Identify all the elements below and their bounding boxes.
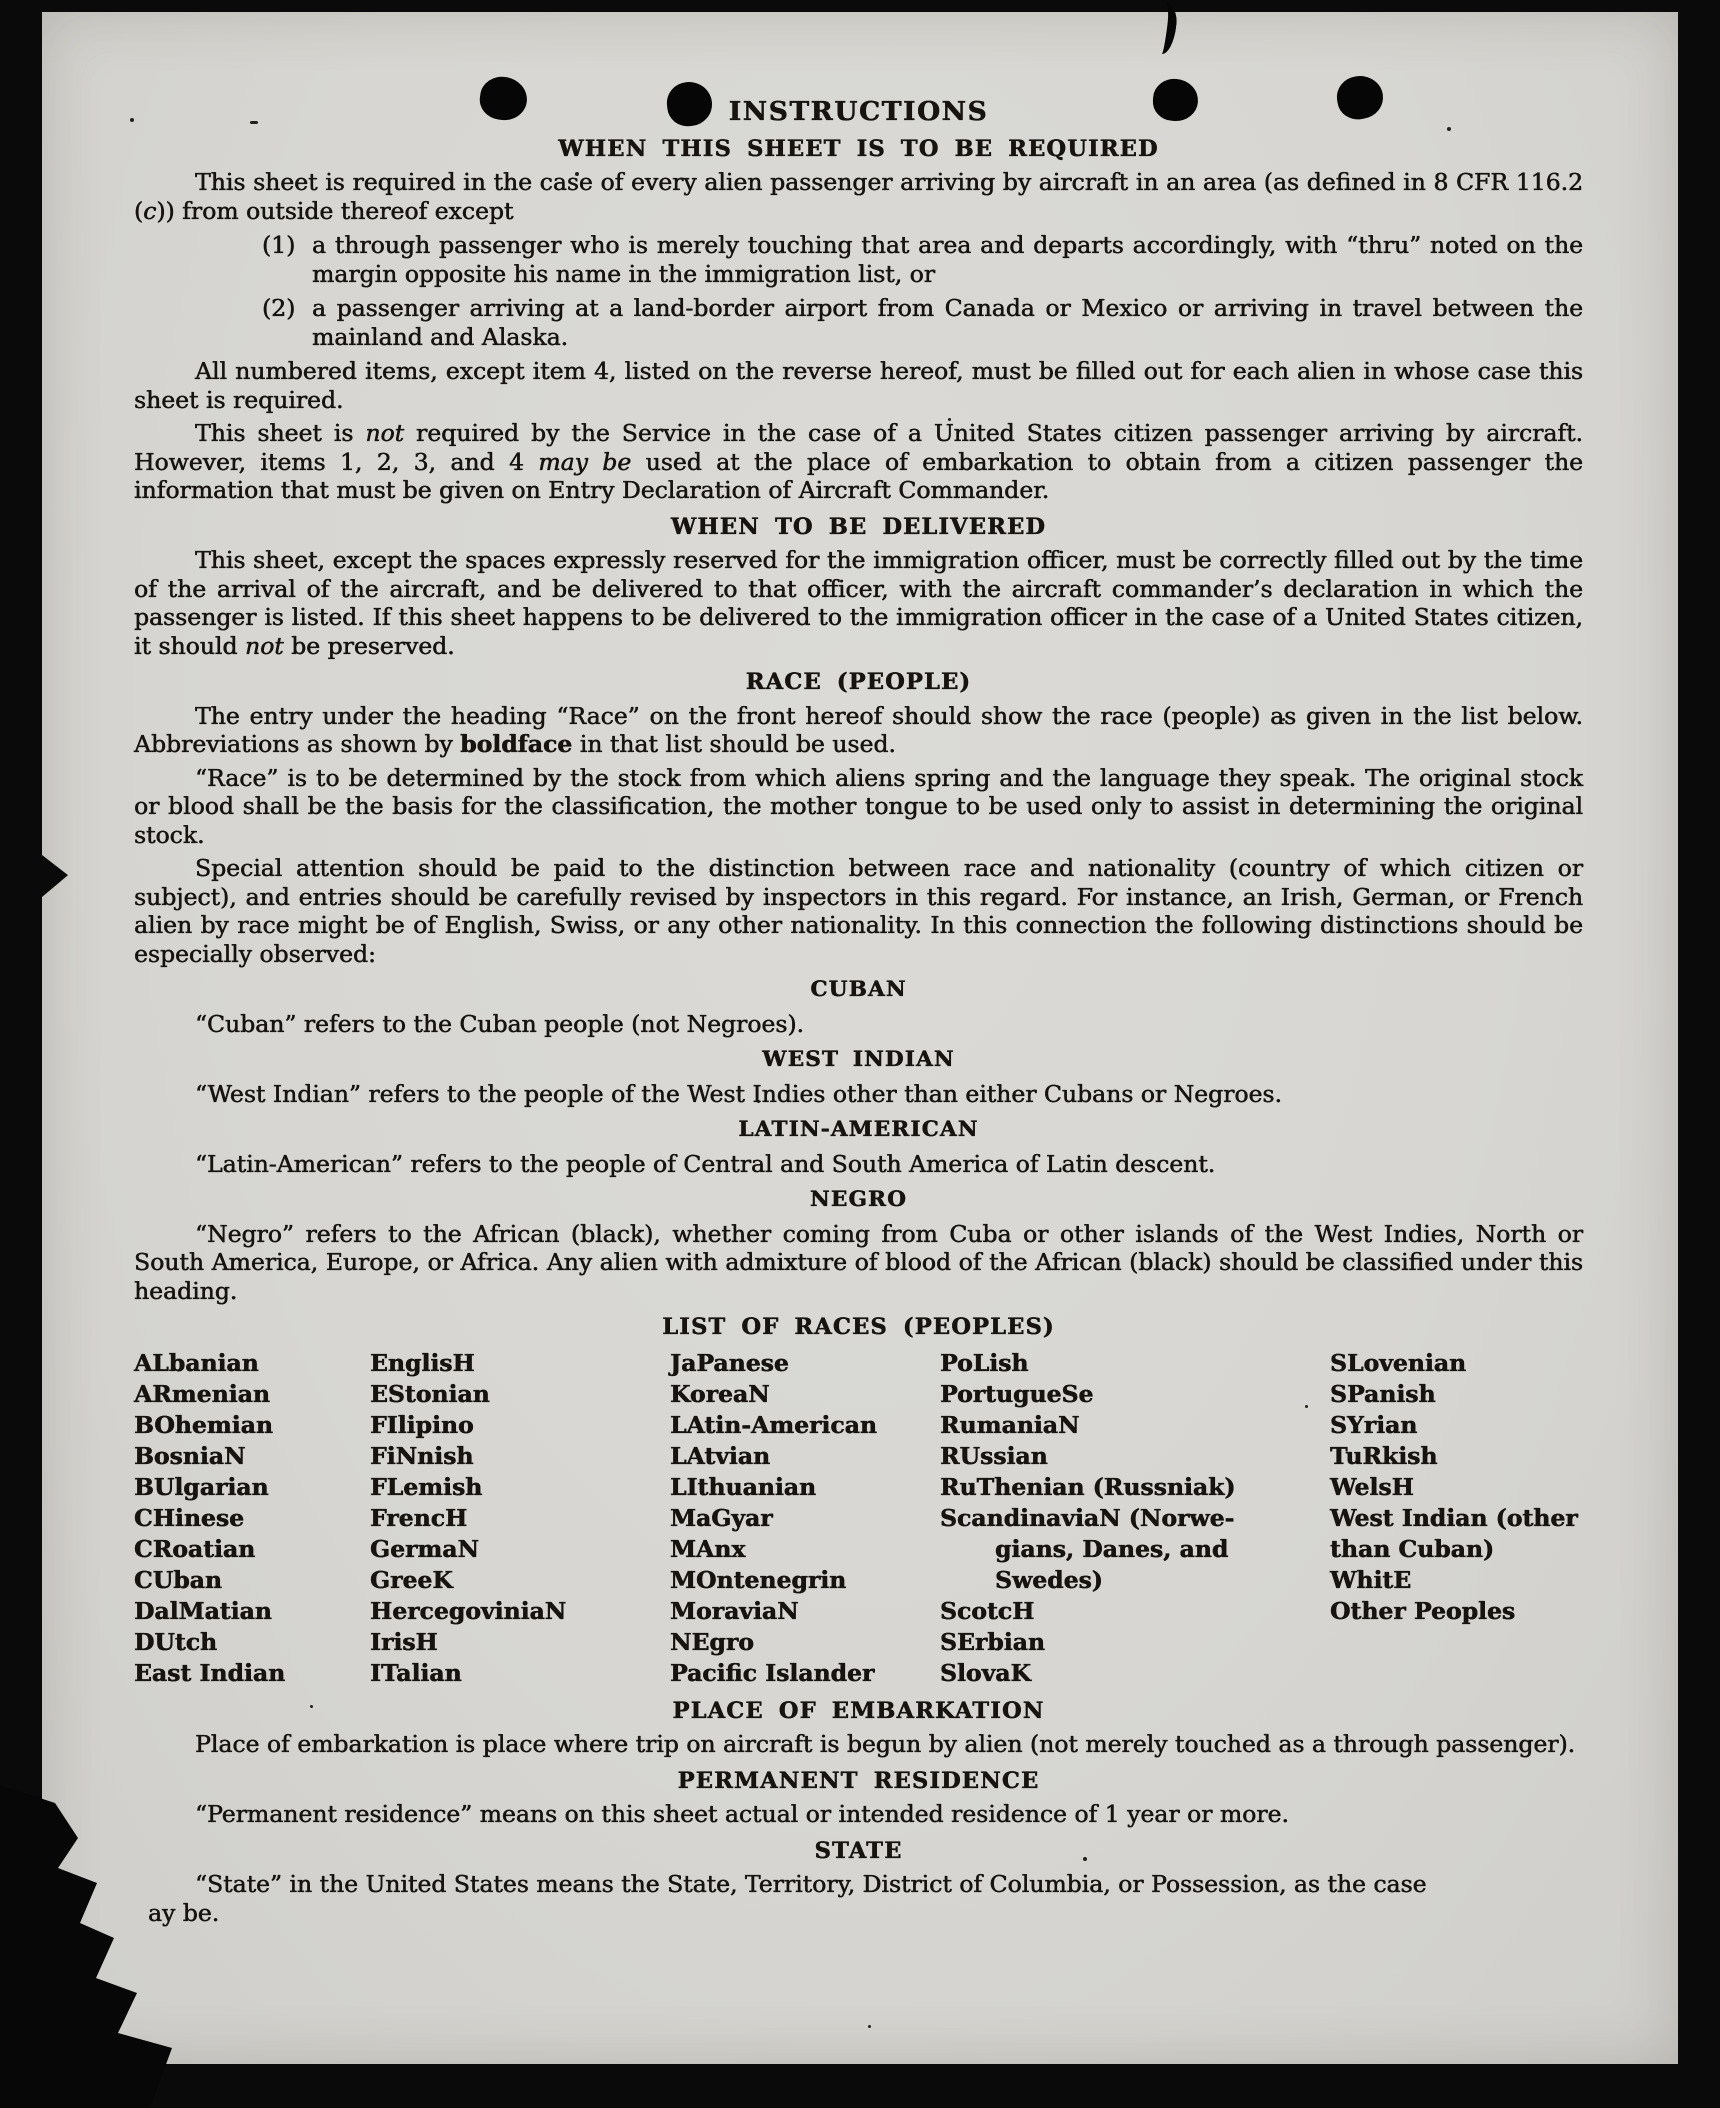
heading-negro: NEGRO bbox=[810, 1187, 907, 1212]
races-column bbox=[134, 1348, 370, 1689]
race-entry: FrencH bbox=[370, 1503, 468, 1532]
race-entry: WhitE bbox=[1330, 1565, 1412, 1594]
race-entry: MaGyar bbox=[670, 1503, 773, 1532]
races-column bbox=[670, 1348, 940, 1689]
paragraph-state-line2: ay be. bbox=[148, 1898, 220, 1927]
race-entry: CRoatian bbox=[134, 1534, 256, 1563]
heading-permanent-residence: PERMANENT RESIDENCE bbox=[677, 1767, 1040, 1794]
race-entry: KoreaN bbox=[670, 1379, 770, 1408]
race-entry: BOhemian bbox=[134, 1410, 273, 1439]
race-entry: SPanish bbox=[1330, 1379, 1436, 1408]
item-number: (1) bbox=[262, 231, 296, 259]
paragraph-residence: “Permanent residence” means on this sheet actual or intended residence of 1 year or more. bbox=[195, 1800, 1289, 1828]
race-entry: ITalian bbox=[370, 1658, 462, 1687]
item-text: a passenger arriving at a land-border airport from Canada or Mexico or arriving in travel between the mainland and Alaska. bbox=[312, 294, 1583, 351]
race-entry: LAtin-American bbox=[670, 1410, 877, 1439]
instructions-content bbox=[42, 12, 1678, 1927]
race-entry: PoLish bbox=[940, 1348, 1029, 1377]
race-entry: MAnx bbox=[670, 1534, 746, 1563]
race-entry: FLemish bbox=[370, 1472, 483, 1501]
race-entry: gians, Danes, and bbox=[995, 1534, 1229, 1563]
paragraph-latin-american: “Latin-American” refers to the people of Central and South America of Latin descent. bbox=[195, 1149, 1216, 1178]
paper-sheet bbox=[42, 12, 1678, 2064]
race-entry: DalMatian bbox=[134, 1596, 272, 1625]
race-entry: RUssian bbox=[940, 1441, 1048, 1470]
numbered-item-1 bbox=[134, 231, 1583, 288]
race-entry: GermaN bbox=[370, 1534, 479, 1563]
race-entry: TuRkish bbox=[1330, 1441, 1438, 1470]
race-entry: FiNnish bbox=[370, 1441, 474, 1470]
heading-west-indian: WEST INDIAN bbox=[762, 1047, 955, 1072]
race-entry: MOntenegrin bbox=[670, 1565, 847, 1594]
race-entry: EnglisH bbox=[370, 1348, 475, 1377]
race-entry: LAtvian bbox=[670, 1441, 771, 1470]
heading-latin-american: LATIN-AMERICAN bbox=[738, 1117, 979, 1142]
race-entry: EStonian bbox=[370, 1379, 490, 1408]
races-column bbox=[940, 1348, 1330, 1689]
numbered-item-2 bbox=[134, 294, 1583, 351]
race-entry: Other Peoples bbox=[1330, 1596, 1516, 1625]
item-text: a through passenger who is merely touching that area and departs accordingly, with “thru” noted on the margin opposite his name in the immigration list, or bbox=[312, 231, 1583, 288]
races-column bbox=[1330, 1348, 1583, 1689]
race-entry: SlovaK bbox=[940, 1658, 1031, 1687]
race-entry: LIthuanian bbox=[670, 1472, 817, 1501]
item-number: (2) bbox=[262, 294, 296, 322]
race-entry: ARmenian bbox=[134, 1379, 270, 1408]
race-entry: than Cuban) bbox=[1330, 1534, 1495, 1563]
race-entry: RumaniaN bbox=[940, 1410, 1080, 1439]
paragraph-state-line1: “State” in the United States means the State, Territory, District of Columbia, or Possession, as the case bbox=[195, 1870, 1427, 1898]
races-column bbox=[370, 1348, 670, 1689]
heading-list-of-races: LIST OF RACES (PEOPLES) bbox=[662, 1314, 1055, 1340]
races-list bbox=[134, 1348, 1583, 1689]
race-entry: CUban bbox=[134, 1565, 222, 1594]
paragraph-all-numbered-items: All numbered items, except item 4, listed on the reverse hereof, must be filled out for each alien in whose case this sheet is required. bbox=[134, 357, 1583, 414]
race-entry: PortugueSe bbox=[940, 1379, 1094, 1408]
paragraph-not-required: This sheet is not required by the Service in the case of a United States citizen passenger arriving by aircraft. However, items 1, 2, 3, and 4 may be used at the place of embarkation to obtain from a citizen passenger the information that must be given on Entry Declaration of Aircraft Commander. bbox=[134, 419, 1584, 504]
paragraph-when-delivered: This sheet, except the spaces expressly reserved for the immigration officer, must be correctly filled out by the time of the arrival of the aircraft, and be delivered to that officer, with the aircraft commander’s declaration in which the passenger is listed. If this sheet happens to be delivered to the immigration officer in the case of a United States citizen, it should not be preserved. bbox=[134, 546, 1583, 660]
race-entry: HercegoviniaN bbox=[370, 1596, 567, 1625]
race-entry: MoraviaN bbox=[670, 1596, 799, 1625]
race-entry: GreeK bbox=[370, 1565, 453, 1594]
paragraph-intro: This sheet is required in the case of every alien passenger arriving by aircraft in an area (as defined in 8 CFR 116.2 (c)) from outside thereof except bbox=[134, 168, 1583, 225]
paragraph-race-nationality: Special attention should be paid to the distinction between race and nationality (country of which citizen or subject), and entries should be carefully revised by inspectors in this regard. For instance, an Irish, German, or French alien by race might be of English, Swiss, or any other nationality. In this connection the following distinctions should be especially observed: bbox=[134, 854, 1583, 968]
race-entry: RuThenian (Russniak) bbox=[940, 1472, 1236, 1501]
paragraph-race-stock: “Race” is to be determined by the stock from which aliens spring and the language they speak. The original stock or blood shall be the basis for the classification, the mother tongue to be used only to assist in determining the original stock. bbox=[134, 763, 1583, 849]
race-entry: IrisH bbox=[370, 1627, 438, 1656]
race-entry: ALbanian bbox=[134, 1348, 259, 1377]
race-entry: JaPanese bbox=[670, 1348, 789, 1377]
race-entry: ScotcH bbox=[940, 1596, 1035, 1625]
race-entry: Pacific Islander bbox=[670, 1658, 875, 1687]
dust-speck bbox=[868, 2025, 871, 2028]
race-entry: ScandinaviaN (Norwe- bbox=[940, 1503, 1235, 1532]
race-entry: Swedes) bbox=[995, 1565, 1103, 1594]
paragraph-negro: “Negro” refers to the African (black), whether coming from Cuba or other islands of the West Indies, North or South America, Europe, or Africa. Any alien with admixture of blood of the African (black) should be classified under this heading. bbox=[134, 1219, 1583, 1305]
heading-place-of-embarkation: PLACE OF EMBARKATION bbox=[672, 1697, 1045, 1724]
race-entry: SLovenian bbox=[1330, 1348, 1467, 1377]
race-entry: SYrian bbox=[1330, 1410, 1418, 1439]
race-entry: DUtch bbox=[134, 1627, 218, 1656]
page-title: INSTRUCTIONS bbox=[728, 96, 989, 127]
race-entry: East Indian bbox=[134, 1658, 286, 1687]
race-entry: NEgro bbox=[670, 1627, 754, 1656]
race-entry: WelsH bbox=[1330, 1472, 1414, 1501]
heading-when-delivered: WHEN TO BE DELIVERED bbox=[670, 513, 1047, 540]
paragraph-race-entry: The entry under the heading “Race” on the front hereof should show the race (people) as given in the list below. Abbreviations as shown by boldface in that list should be used. bbox=[134, 701, 1583, 758]
heading-state: STATE bbox=[814, 1837, 903, 1864]
race-entry: BUlgarian bbox=[134, 1472, 269, 1501]
race-entry: FIlipino bbox=[370, 1410, 474, 1439]
race-entry: SErbian bbox=[940, 1627, 1045, 1656]
heading-when-required: WHEN THIS SHEET IS TO BE REQUIRED bbox=[558, 135, 1159, 162]
torn-corner bbox=[0, 1763, 260, 2108]
race-entry: CHinese bbox=[134, 1503, 245, 1532]
heading-cuban: CUBAN bbox=[810, 977, 907, 1002]
race-entry: BosniaN bbox=[134, 1441, 246, 1470]
paragraph-west-indian: “West Indian” refers to the people of the West Indies other than either Cubans or Negroes. bbox=[195, 1079, 1282, 1108]
paragraph-embarkation: Place of embarkation is place where trip on aircraft is begun by alien (not merely touched as a through passenger). bbox=[195, 1730, 1576, 1758]
race-entry: West Indian (other bbox=[1330, 1503, 1578, 1532]
heading-race-people: RACE (PEOPLE) bbox=[745, 669, 972, 695]
paragraph-cuban: “Cuban” refers to the Cuban people (not Negroes). bbox=[195, 1009, 805, 1038]
